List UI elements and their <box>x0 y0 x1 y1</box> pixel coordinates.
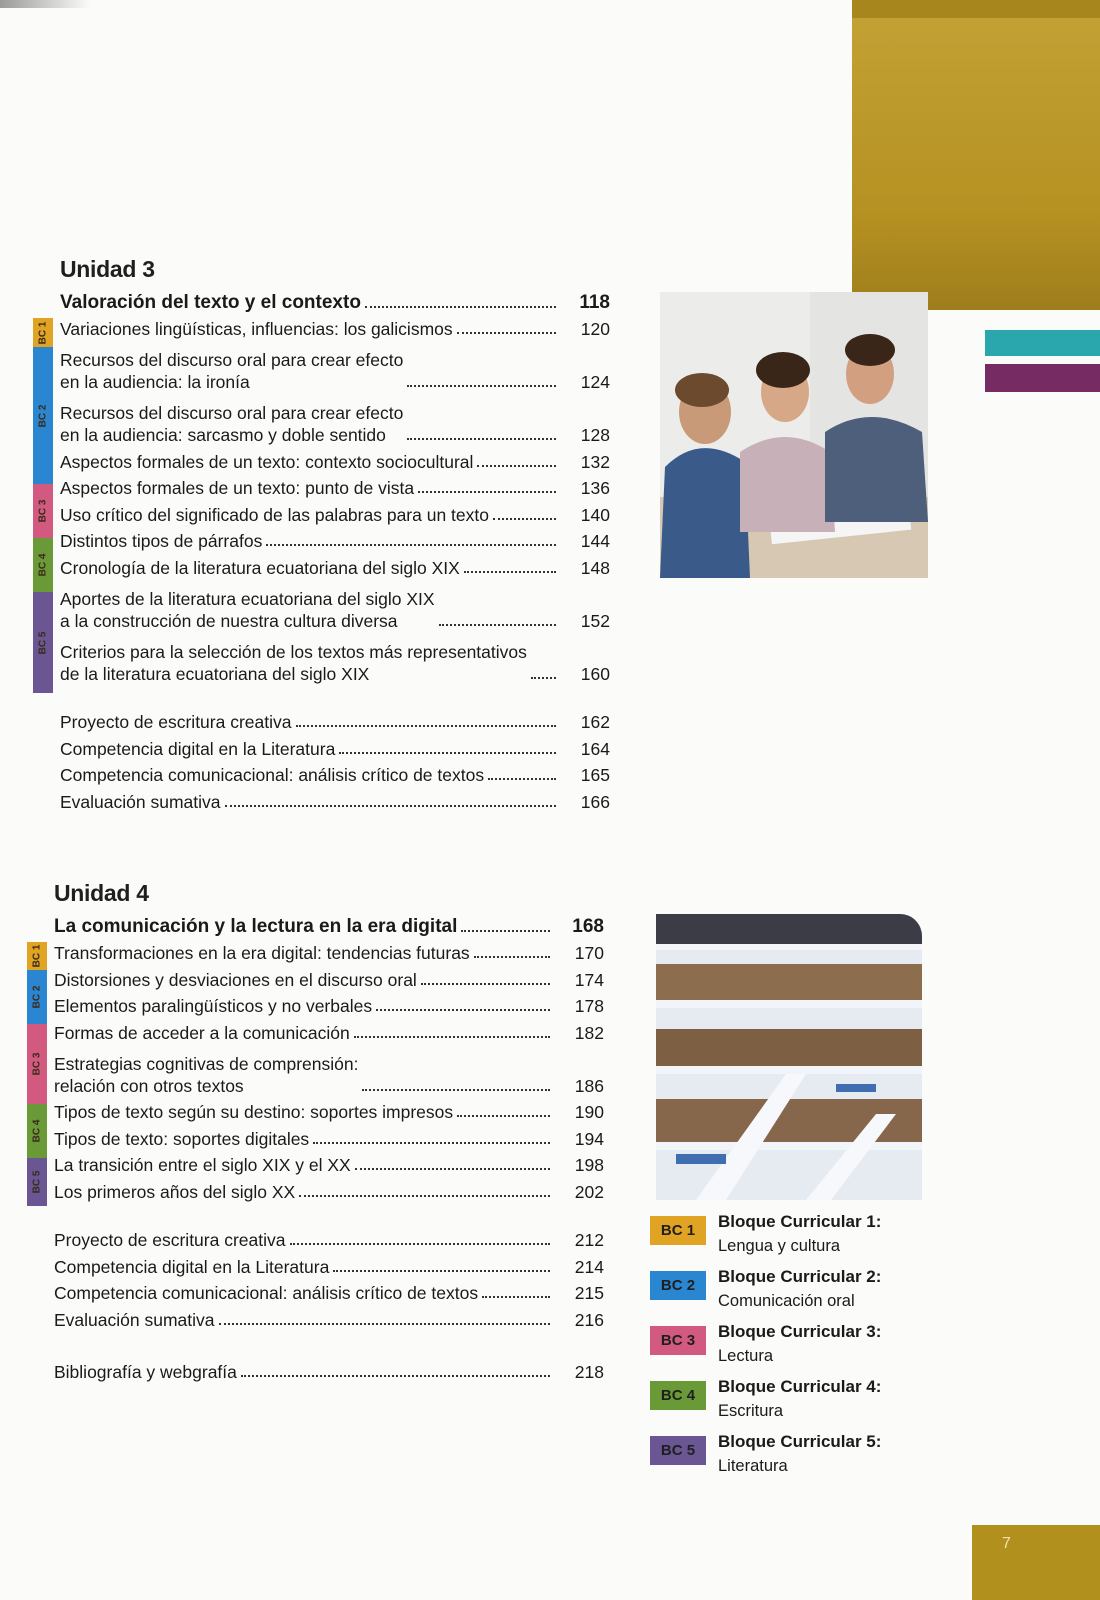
legend-item <box>650 1210 930 1265</box>
toc-entry-text: Competencia comunicacional: análisis crítico de textos <box>60 765 485 785</box>
legend-subtitle: Literatura <box>718 1457 788 1475</box>
legend-code-badge: BC 1 <box>650 1216 706 1245</box>
toc-entry-line: Los primeros años del siglo XX <box>54 1181 296 1202</box>
toc-entry-page: 216 <box>574 1309 604 1330</box>
toc-section-entry[interactable] <box>54 1225 604 1252</box>
toc-entry-line: Uso crítico del significado de las palabras para un texto <box>60 504 489 525</box>
toc-entry[interactable] <box>54 1097 604 1124</box>
toc-entry-line: La comunicación y la lectura en la era digital <box>54 915 458 937</box>
legend-subtitle: Comunicación oral <box>718 1292 855 1310</box>
toc-entry-text <box>54 995 372 1017</box>
page-number-box <box>972 1525 1100 1600</box>
legend-title: Bloque Curricular 4: <box>718 1377 882 1396</box>
unit3-bc1-segment <box>33 318 53 347</box>
leader-dots <box>531 677 556 679</box>
toc-entry[interactable] <box>60 473 610 500</box>
legend-subtitle: Escritura <box>718 1402 784 1420</box>
toc-entry-text: Evaluación sumativa <box>54 1309 215 1330</box>
unit4-bc4-segment <box>27 1104 47 1158</box>
toc-entry-page: 160 <box>580 663 610 684</box>
leader-dots <box>421 983 550 985</box>
toc-entry-text <box>60 402 403 446</box>
toc-entry-line: Estrategias cognitivas de comprensión: <box>54 1053 359 1074</box>
leader-dots <box>477 465 556 467</box>
toc-entry-page: 182 <box>574 1022 604 1043</box>
toc-entry[interactable] <box>54 938 604 965</box>
legend-title: Bloque Curricular 2: <box>718 1267 882 1286</box>
toc-entry-page: 214 <box>574 1256 604 1277</box>
decorative-gold-bar-top <box>852 0 1100 18</box>
toc-entry-text <box>60 477 414 499</box>
unit3-toc <box>60 256 610 813</box>
toc-entry-text <box>54 1053 358 1097</box>
unit4-bc5-tag: BC 5 <box>31 1170 43 1194</box>
toc-entry-line: Criterios para la selección de los textos más representativos <box>60 641 527 662</box>
legend-item <box>650 1320 930 1375</box>
toc-entry-line: Formas de acceder a la comunicación <box>54 1022 350 1043</box>
unit4-toc <box>54 880 604 1383</box>
toc-entry-page: 168 <box>572 915 604 937</box>
toc-entry-page: 162 <box>580 712 610 732</box>
toc-entry-page: 120 <box>580 319 610 339</box>
toc-entry-line: Distintos tipos de párrafos <box>60 531 263 551</box>
unit3-bc3-segment <box>33 484 53 538</box>
toc-entry[interactable] <box>60 552 610 579</box>
legend-code-badge: BC 3 <box>650 1326 706 1355</box>
toc-entry-text <box>60 349 403 393</box>
leader-dots <box>439 624 556 626</box>
toc-entry-page: 218 <box>574 1362 604 1382</box>
toc-section-entry[interactable] <box>60 707 610 734</box>
toc-entry[interactable] <box>60 526 610 553</box>
toc-section-entry[interactable] <box>60 786 610 813</box>
legend-title: Bloque Curricular 3: <box>718 1322 882 1341</box>
toc-entry-text <box>60 504 489 526</box>
toc-entry-line: a la construcción de nuestra cultura diversa <box>60 610 398 631</box>
leader-dots <box>333 1270 550 1272</box>
legend-code-badge: BC 4 <box>650 1381 706 1410</box>
toc-entry-line: Tipos de texto: soportes digitales <box>54 1128 310 1149</box>
unit3-bc5-tag: BC 5 <box>37 631 49 654</box>
students-photo <box>660 292 928 578</box>
legend-code-badge: BC 2 <box>650 1271 706 1300</box>
toc-entry-text <box>60 318 453 340</box>
unit3-bc2-segment <box>33 347 53 484</box>
unit3-bc4-tag: BC 4 <box>37 553 49 577</box>
toc-entry-text <box>54 1128 309 1150</box>
leader-dots <box>461 930 550 932</box>
legend-text <box>718 1320 881 1368</box>
toc-entry[interactable] <box>60 287 610 314</box>
toc-entry-text <box>54 942 470 964</box>
toc-entry-text <box>54 1022 350 1044</box>
toc-entry[interactable] <box>60 340 610 393</box>
toc-entry-line: Recursos del discurso oral para crear efecto <box>60 350 404 370</box>
toc-entry-line: Aportes de la literatura ecuatoriana del siglo XIX <box>60 588 435 609</box>
toc-entry[interactable] <box>60 393 610 446</box>
library-photo <box>656 914 922 1200</box>
toc-entry-text <box>60 451 473 473</box>
toc-entry-line: Aspectos formales de un texto: contexto sociocultural <box>60 451 474 472</box>
leader-dots <box>457 1115 550 1117</box>
toc-entry-line: en la audiencia: sarcasmo y doble sentido <box>60 425 386 445</box>
toc-entry-page: 128 <box>580 425 610 445</box>
toc-entry-text <box>60 557 460 579</box>
toc-entry-line: Distorsiones y desviaciones en el discurso oral <box>54 969 417 990</box>
decorative-gold-bar <box>852 0 1100 310</box>
leader-dots <box>266 544 556 546</box>
toc-entry[interactable] <box>54 1017 604 1044</box>
leader-dots <box>299 1195 550 1197</box>
legend-item <box>650 1430 930 1485</box>
unit3-bc-bar <box>33 318 53 693</box>
leader-dots <box>418 491 556 493</box>
toc-entry-text <box>60 530 262 552</box>
toc-entry[interactable] <box>60 314 610 341</box>
leader-dots <box>365 306 556 308</box>
unit4-extras <box>54 1225 604 1331</box>
toc-entry-page: 174 <box>574 969 604 990</box>
toc-entry-text: Evaluación sumativa <box>60 791 221 812</box>
toc-entry-line: La transición entre el siglo XIX y el XX <box>54 1155 351 1175</box>
page-number: 7 <box>1002 1535 1011 1552</box>
toc-entry[interactable] <box>54 1123 604 1150</box>
toc-entry-page: 178 <box>574 996 604 1016</box>
unit4-bc2-segment <box>27 970 47 1024</box>
leader-dots <box>219 1323 551 1325</box>
toc-entry-text: Competencia digital en la Literatura <box>54 1256 330 1277</box>
toc-entry[interactable] <box>54 1176 604 1203</box>
toc-entry-line: relación con otros textos <box>54 1075 244 1096</box>
toc-entry-page: 190 <box>574 1102 604 1122</box>
toc-entry[interactable] <box>54 1044 604 1097</box>
toc-entry-line: Recursos del discurso oral para crear efecto <box>60 403 404 423</box>
toc-entry-line: Transformaciones en la era digital: tendencias futuras <box>54 943 470 963</box>
toc-entry[interactable] <box>54 911 604 938</box>
unit4-bc1-tag: BC 1 <box>31 944 43 968</box>
unit4-label: Unidad 4 <box>54 880 149 906</box>
toc-entry-page: 136 <box>580 478 610 498</box>
library-illustration <box>656 914 922 1200</box>
toc-entry-page: 165 <box>580 765 610 785</box>
toc-entry-page: 215 <box>574 1283 604 1303</box>
toc-entry-text: Competencia digital en la Literatura <box>60 738 336 759</box>
toc-entry[interactable] <box>60 579 610 632</box>
leader-dots <box>225 805 557 807</box>
toc-entry-page: 186 <box>574 1075 604 1096</box>
toc-section-entry[interactable] <box>60 760 610 787</box>
unit4-bc-bar <box>27 942 47 1206</box>
toc-entry-page: 132 <box>580 451 610 472</box>
toc-entry-line: Tipos de texto según su destino: soportes impresos <box>54 1102 454 1122</box>
unit3-extras <box>60 707 610 813</box>
unit4-bc5-segment <box>27 1158 47 1206</box>
toc-entry-page: 198 <box>574 1155 604 1175</box>
toc-entry-line: de la literatura ecuatoriana del siglo XIX <box>60 663 370 684</box>
toc-section-entry[interactable] <box>60 733 610 760</box>
toc-section-entry[interactable] <box>54 1304 604 1331</box>
legend-text <box>718 1210 881 1258</box>
toc-entry[interactable] <box>60 446 610 473</box>
legend-item <box>650 1265 930 1320</box>
legend-subtitle: Lengua y cultura <box>718 1237 841 1255</box>
unit3-bc4-segment <box>33 538 53 592</box>
toc-entry-line: en la audiencia: la ironía <box>60 372 250 392</box>
leader-dots <box>241 1375 550 1377</box>
toc-entry-page: 194 <box>574 1128 604 1149</box>
decorative-purple-stripe <box>985 364 1100 392</box>
unit4-bc3-tag: BC 3 <box>31 1052 43 1076</box>
toc-entry-line: Cronología de la literatura ecuatoriana del siglo XIX <box>60 557 460 578</box>
toc-entry-page: 152 <box>580 610 610 631</box>
unit4-bc3-segment <box>27 1024 47 1104</box>
toc-entry[interactable] <box>60 499 610 526</box>
unit3-bc3-tag: BC 3 <box>37 499 49 523</box>
toc-entry[interactable] <box>54 991 604 1018</box>
legend-subtitle: Lectura <box>718 1347 774 1365</box>
students-illustration <box>660 292 928 578</box>
leader-dots <box>488 778 556 780</box>
toc-entry-text <box>54 1154 351 1176</box>
legend-code-badge: BC 5 <box>650 1436 706 1465</box>
toc-entry-text: Proyecto de escritura creativa <box>54 1230 286 1250</box>
leader-dots <box>464 571 556 573</box>
toc-entry-page: 170 <box>574 943 604 963</box>
toc-entry-line: Elementos paralingüísticos y no verbales <box>54 996 373 1016</box>
unit4-bc1-segment <box>27 942 47 970</box>
toc-entry-page: 124 <box>580 372 610 392</box>
decorative-teal-stripe <box>985 330 1100 356</box>
legend-text <box>718 1430 881 1478</box>
leader-dots <box>407 438 556 440</box>
unit4-entries <box>54 911 604 1203</box>
legend-title: Bloque Curricular 5: <box>718 1432 882 1451</box>
page-corner-shadow <box>0 0 90 8</box>
toc-section-entry[interactable] <box>54 1278 604 1305</box>
legend-item <box>650 1375 930 1430</box>
toc-entry-page: 164 <box>580 738 610 759</box>
toc-entry-page: 202 <box>574 1181 604 1202</box>
toc-entry-text <box>54 1181 295 1203</box>
leader-dots <box>313 1142 550 1144</box>
toc-section-entry[interactable] <box>54 1251 604 1278</box>
leader-dots <box>482 1296 550 1298</box>
toc-entry-page: 166 <box>580 791 610 812</box>
leader-dots <box>376 1009 550 1011</box>
toc-entry[interactable] <box>54 964 604 991</box>
toc-entry-text <box>60 641 527 685</box>
leader-dots <box>474 956 550 958</box>
toc-entry[interactable] <box>60 632 610 685</box>
toc-entry-text <box>60 292 361 314</box>
curricular-legend <box>650 1210 930 1485</box>
unit3-bc2-tag: BC 2 <box>37 404 49 427</box>
unit3-bc5-segment <box>33 592 53 693</box>
toc-entry-line: Variaciones lingüísticas, influencias: los galicismos <box>60 319 453 339</box>
toc-entry-text <box>54 916 457 938</box>
leader-dots <box>362 1089 550 1091</box>
toc-entry-text <box>54 1101 453 1123</box>
legend-title: Bloque Curricular 1: <box>718 1212 882 1231</box>
toc-entry-page: 212 <box>574 1230 604 1250</box>
toc-entry-page: 118 <box>579 291 610 313</box>
toc-entry-line: Aspectos formales de un texto: punto de vista <box>60 478 415 498</box>
leader-dots <box>355 1168 550 1170</box>
unit4-bc4-tag: BC 4 <box>31 1119 43 1143</box>
toc-entry[interactable] <box>54 1150 604 1177</box>
leader-dots <box>354 1036 550 1038</box>
leader-dots <box>339 752 556 754</box>
toc-entry-text: Proyecto de escritura creativa <box>60 712 292 732</box>
leader-dots <box>407 385 556 387</box>
unit3-entries <box>60 287 610 685</box>
toc-entry-text <box>60 588 435 632</box>
leader-dots <box>290 1243 551 1245</box>
toc-entry-line: Valoración del texto y el contexto <box>60 291 361 313</box>
legend-text <box>718 1375 881 1423</box>
toc-entry-page: 140 <box>580 504 610 525</box>
leader-dots <box>493 518 556 520</box>
leader-dots <box>457 332 556 334</box>
unit3-label: Unidad 3 <box>60 256 155 282</box>
toc-entry-bibliografia[interactable] <box>54 1357 604 1384</box>
leader-dots <box>296 725 557 727</box>
toc-entry-text <box>54 969 417 991</box>
toc-entry-text: Bibliografía y webgrafía <box>54 1362 237 1382</box>
toc-entry-page: 144 <box>580 531 610 551</box>
toc-entry-page: 148 <box>580 557 610 578</box>
legend-text <box>718 1265 881 1313</box>
toc-entry-text: Competencia comunicacional: análisis crítico de textos <box>54 1283 479 1303</box>
unit4-bc2-tag: BC 2 <box>31 985 43 1009</box>
unit3-bc1-tag: BC 1 <box>37 321 49 344</box>
